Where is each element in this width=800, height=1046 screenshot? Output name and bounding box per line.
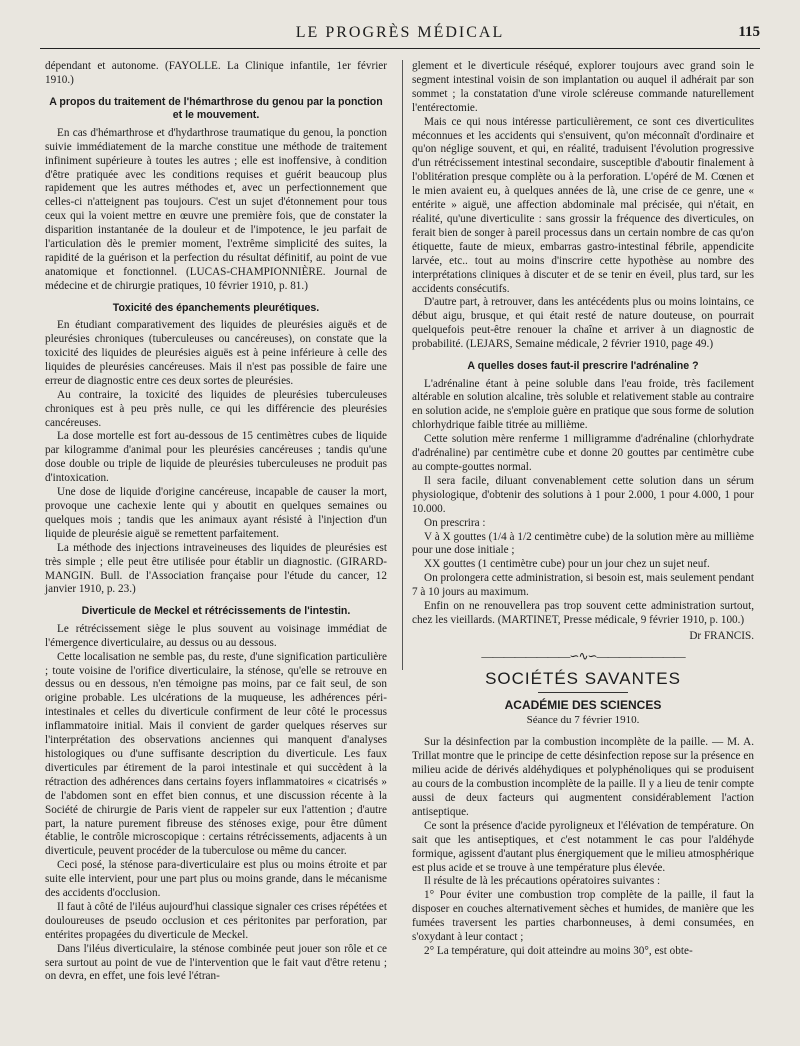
page-number: 115 xyxy=(738,24,760,40)
paragraph: Une dose de liquide d'origine cancéreuse, incapable de causer la mort, provoque une cachexie lente qui y aboutit en quelques semaines ou quelques mois ; tandis que les animaux ayant résisté à l'injection d'un liquide de pleurésie aiguë se remettent parfaitement. xyxy=(45,486,387,540)
page-header xyxy=(40,22,760,49)
column-divider xyxy=(402,60,403,670)
right-column xyxy=(412,60,754,959)
section-heading-adrenaline: A quelles doses faut-il prescrire l'adrénaline ? xyxy=(467,360,699,373)
paragraph: On prescrira : xyxy=(424,516,486,529)
paragraph: V à X gouttes (1/4 à 1/2 centimètre cube) de la solution mère au millième pour une dose initiale ; xyxy=(412,530,754,557)
section-heading-pleuresie: Toxicité des épanchements pleurétiques. xyxy=(112,301,320,314)
paragraph: En étudiant comparativement des liquides de pleurésies aiguës et de pleurésies chroniques (tuberculeuses ou cancéreuses), on constate que la toxicité des liquides de pleurésies aiguës est à peine inférieure à celle des liquides de pleurésies cancéreuses. Mais il n'est pas possible de faire une erreur de diagnostic entre ces deux sortes de pleurésies. xyxy=(45,319,387,387)
paragraph: Cette localisation ne semble pas, du reste, d'une signification particulière ; toute voisine de l'orifice diverticulaire, la sténose, qu'elle se retrouve en dessus ou en dessous, n'en témoigne pas moins, par ce fait seul, de son origine probable. Les ulcérations de la muqueuse, les adhérences péri-intestinales et celles du diverticule confirment de leur côté le processus inflammatoire initial. Mais il convient de garder quelques réserves sur l'interprétation des observations anciennes qui manquent d'analyses histologiques ou d'une suffisante description du diverticule. Les faux diverticules par étirement de la paroi intestinale et qui succèdent à la rétraction des adhérences dans certains foyers inflammatoires « cicatrisés » de l'abdomen sont en effet bien connus, et une discussion récente à la Société de chirurgie de Paris vient de rappeler sur eux l'attention ; d'autre part, la nature purement fibreuse des sténoses exige, pour être dûment établie, le contrôle microscopique : certains rétrécissements, adjacents à un diverticule, peuvent procéder de la tuberculose ou même du cancer. xyxy=(45,650,387,858)
paragraph: 2° La température, qui doit atteindre au moins 30°, est obte- xyxy=(424,944,693,957)
paragraph: La méthode des injections intraveineuses des liquides de pleurésies est très simple ; elle peut être utilisée pour établir un diagnostic. (GIRARD-MANGIN. Bull. de l'Association française pour l'étude du cancer, 12 janvier 1910, p. 23.) xyxy=(45,541,387,596)
paragraph: L'adrénaline étant à peine soluble dans l'eau froide, très facilement altérable en solution alcaline, très soluble et relativement stable au contraire en solution acide, ne s'emploie guère en pratique que sous forme de solution chlorhydrique faible titrée au millième. xyxy=(412,377,754,432)
paragraph: D'autre part, à retrouver, dans les antécédents plus ou moins lointains, ce début aigu, brusque, et qui était resté de nature douteuse, on pourrait quelquefois peut-être renouer la chaîne et arriver à un diagnostic de probabilité. (LEJARS, Semaine médicale, 2 février 1910, page 49.) xyxy=(412,296,754,351)
ornament-divider: ————————∽∿∽———————— xyxy=(481,648,685,663)
paragraph: Il faut à côté de l'iléus aujourd'hui classique signaler ces crises répétées et douloureuses de pseudo occlusion et ces péritonites par perforation, par entérites propagées du diverticule de Meckel. xyxy=(45,900,387,941)
paragraph: Cette solution mère renferme 1 milligramme d'adrénaline (chlorhydrate d'adrénaline) par centimètre cube et donne 20 gouttes par centimètre cube au compte-gouttes normal. xyxy=(412,433,754,473)
paragraph: Ce sont la présence d'acide pyroligneux et l'élévation de température. On sait que les antiseptiques, et c'est notamment le cas pour l'aldéhyde formique, agissent d'autant plus énergiquement que le milieu atmosphérique est plus acide et se trouve à une température plus élevée. xyxy=(412,819,754,874)
paragraph: Dans l'iléus diverticulaire, la sténose combinée peut jouer son rôle et ce sera surtout au point de vue de l'intervention que le fait vaut d'être retenu ; on devra, en effet, une fois levé l'étran- xyxy=(45,942,387,983)
paragraph: XX gouttes (1 centimètre cube) pour un jour chez un sujet neuf. xyxy=(424,558,710,571)
paragraph: En cas d'hémarthrose et d'hydarthrose traumatique du genou, la ponction suivie immédiatement de la marche constitue une méthode de traitement infiniment supérieure à toutes les autres ; elle est inoffensive, à condition d'être pratiquée avec les conditions requises et guérit beaucoup plus rapidement que les autres méthodes et, avec un perfectionnement que celles-ci n'atteignent pas toujours. C'est un sujet d'étonnement pour tous ceux qui la voient mettre en œuvre une première fois, que de constater la disparition instantanée de la douleur et de l'impotence, le jeu parfait de l'articulation dès le premier moment, l'extrême simplicité des suites, la rapidité de la guérison et la perfection du résultat définitif, au point de vue anatomique et fonctionnel. (LUCAS-CHAMPIONNIÈRE. Journal de médecine et de chirurgie pratiques, 10 février 1910, p. 81.) xyxy=(45,126,387,292)
paragraph: Il résulte de là les précautions opératoires suivantes : xyxy=(424,875,661,888)
session-date: Séance du 7 février 1910. xyxy=(526,714,640,727)
paragraph: Le rétrécissement siège le plus souvent au voisinage immédiat de l'émergence diverticulaire, au dessus ou au dessous. xyxy=(45,622,387,649)
title-rule xyxy=(538,692,628,693)
intro-paragraph: dépendant et autonome. (FAYOLLE. La Clinique infantile, 1er février 1910.) xyxy=(45,60,387,86)
paragraph: Enfin on ne renouvellera pas trop souvent cette administration surtout, chez les vieillards. (MARTINET, Presse médicale, 9 février 1910, p. 100.) xyxy=(412,600,754,626)
paragraph: La dose mortelle est fort au-dessous de 15 centimètres cubes de liquide par kilogramme d'animal pour les pleurésies cancéreuses ; tandis qu'une dose double ou triple de liquide de pleurésies tuberculeuses ne produit pas d'intoxication. xyxy=(45,430,387,485)
paragraph: Sur la désinfection par la combustion incomplète de la paille. — M. A. Trillat montre que le principe de cette désinfection repose sur la présence en milieu acide de dérivés aldéhydiques et polyphénoliques qui se produisent au cours de la combustion incomplète de la paille. Il y a lieu de tenir compte aussi de deux facteurs qui augmentent considérablement l'action antiseptique. xyxy=(412,736,754,818)
paragraph: On prolongera cette administration, si besoin est, mais seulement pendant 7 à 10 jours au maximum. xyxy=(412,572,754,599)
paragraph: Mais ce qui nous intéresse particulièrement, ce sont ces diverticulites méconnues et les accidents qui s'ensuivent, qu'on méconnaît d'ordinaire et qu'on néglige souvent, et qui, en réalité, traduisent l'évolution progressive d'un rétrécissement intestinal secondaire, susceptible d'aboutir finalement à l'oblitération presque complète ou à la perforation. L'opéré de M. Cœnen et le mien avaient eu, à quelques années de là, une crise de ce genre, une « entérite » aiguë, une affection abdominale mal précisée, qui n'était, en réalité, qu'une diverticulite : sans grossir la fréquence des diverticules, on ferait bien de songer à pareil processus dans un certain nombre de cas qu'on étiquette, faute de mieux, embarras gastro-intestinal fébrile, appendicite larvée, etc.. tout au moins d'inscrire cette hypothèse au nombre des interprétations cliniques à discuter et de se tenir en éveil, plus tard, sur les accidents consécutifs. xyxy=(412,115,754,295)
academy-title: ACADÉMIE DES SCIENCES xyxy=(504,697,662,712)
section-title-societes: SOCIÉTÉS SAVANTES xyxy=(485,668,681,688)
signature: Dr FRANCIS. xyxy=(689,629,754,642)
section-heading-hemarthrose: A propos du traitement de l'hémarthrose du genou par la ponction et le mouvement. xyxy=(49,95,383,122)
paragraph: glement et le diverticule réséqué, explorer toujours avec grand soin le segment intestinal voisin de son implantation ou auquel il adhérait par son sommet ; la constatation d'une virole scléreuse commande naturellement l'entérectomie. xyxy=(412,60,754,114)
running-title: LE PROGRÈS MÉDICAL xyxy=(295,24,505,41)
paragraph: Au contraire, la toxicité des liquides de pleurésies tuberculeuses chroniques est à peu près nulle, ce qui les différencie des pleurésies cancéreuses. xyxy=(45,388,387,429)
left-column xyxy=(45,60,387,984)
paragraph: Ceci posé, la sténose para-diverticulaire est plus ou moins étroite et par suite elle intervient, pour une part plus ou moins grande, dans le mécanisme des accidents d'occlusion. xyxy=(45,859,387,900)
paragraph: 1° Pour éviter une combustion trop complète de la paille, il faut la disposer en couches alternativement sèches et humides, de manière que les fumées traversent les parties charbonneuses, à demi consumées, en s'oxydant à leur contact ; xyxy=(412,889,754,944)
paragraph: Il sera facile, diluant convenablement cette solution dans un sérum physiologique, d'obtenir des solutions à 1 pour 2.000, 1 pour 4.000, 1 pour 10.000. xyxy=(412,474,754,515)
section-heading-meckel: Diverticule de Meckel et rétrécissements de l'intestin. xyxy=(81,605,351,618)
